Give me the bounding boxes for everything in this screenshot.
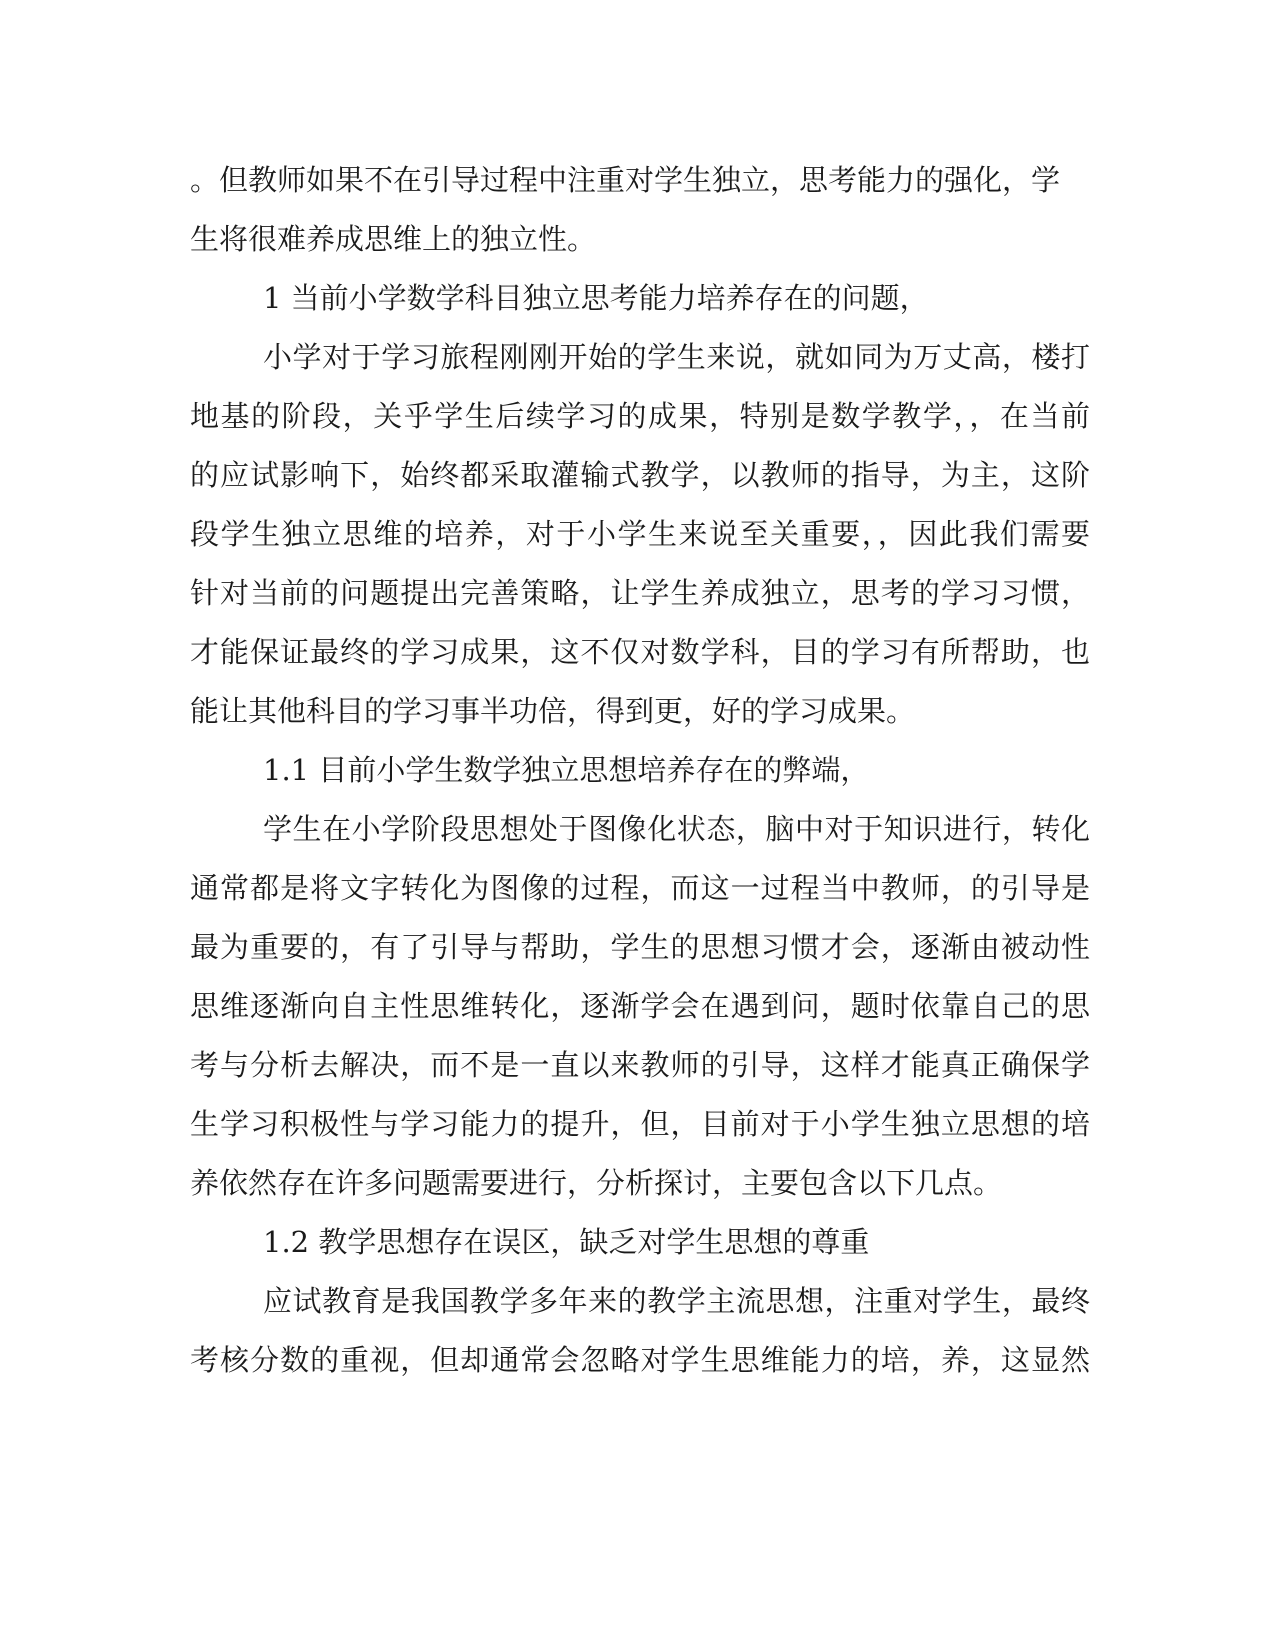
text-line: 能让其他科目的学习事半功倍，得到更，好的学习成果。 bbox=[190, 694, 916, 728]
subsection-heading: 1.2 教学思想存在误区，缺乏对学生思想的尊重 bbox=[263, 1225, 870, 1259]
text-line: 应试教育是我国教学多年来的教学主流思想，注重对学生，最终 bbox=[263, 1284, 1090, 1318]
section-heading: 1 当前小学数学科目独立思考能力培养存在的问题， bbox=[263, 281, 929, 315]
text-line: 生学习积极性与学习能力的提升，但，目前对于小学生独立思想的培 bbox=[190, 1107, 1090, 1141]
text-line: 养依然存在许多问题需要进行，分析探讨，主要包含以下几点。 bbox=[190, 1166, 1003, 1200]
subsection-heading: 1.1 目前小学生数学独立思想培养存在的弊端， bbox=[263, 753, 870, 787]
text-line: 段学生独立思维的培养，对于小学生来说至关重要，，因此我们需要 bbox=[190, 517, 1090, 551]
text-line: 的应试影响下，始终都采取灌输式教学，以教师的指导，为主，这阶 bbox=[190, 458, 1090, 492]
text-line: 考与分析去解决，而不是一直以来教师的引导，这样才能真正确保学 bbox=[190, 1048, 1090, 1082]
text-line: 生将很难养成思维上的独立性。 bbox=[190, 222, 597, 256]
text-line: 针对当前的问题提出完善策略，让学生养成独立，思考的学习习惯， bbox=[190, 576, 1090, 610]
text-line: 学生在小学阶段思想处于图像化状态，脑中对于知识进行，转化 bbox=[263, 812, 1090, 846]
text-line: 。但教师如果不在引导过程中注重对学生独立，思考能力的强化，学 bbox=[190, 163, 1061, 197]
text-line: 通常都是将文字转化为图像的过程，而这一过程当中教师，的引导是 bbox=[190, 871, 1090, 905]
text-line: 考核分数的重视，但却通常会忽略对学生思维能力的培，养，这显然 bbox=[190, 1343, 1090, 1377]
text-line: 地基的阶段，关乎学生后续学习的成果，特别是数学教学，，在当前 bbox=[190, 399, 1090, 433]
text-line: 思维逐渐向自主性思维转化，逐渐学会在遇到问，题时依靠自己的思 bbox=[190, 989, 1090, 1023]
text-line: 最为重要的，有了引导与帮助，学生的思想习惯才会，逐渐由被动性 bbox=[190, 930, 1090, 964]
text-line: 才能保证最终的学习成果，这不仅对数学科，目的学习有所帮助，也 bbox=[190, 635, 1090, 669]
text-line: 小学对于学习旅程刚刚开始的学生来说，就如同为万丈高，楼打 bbox=[263, 340, 1090, 374]
